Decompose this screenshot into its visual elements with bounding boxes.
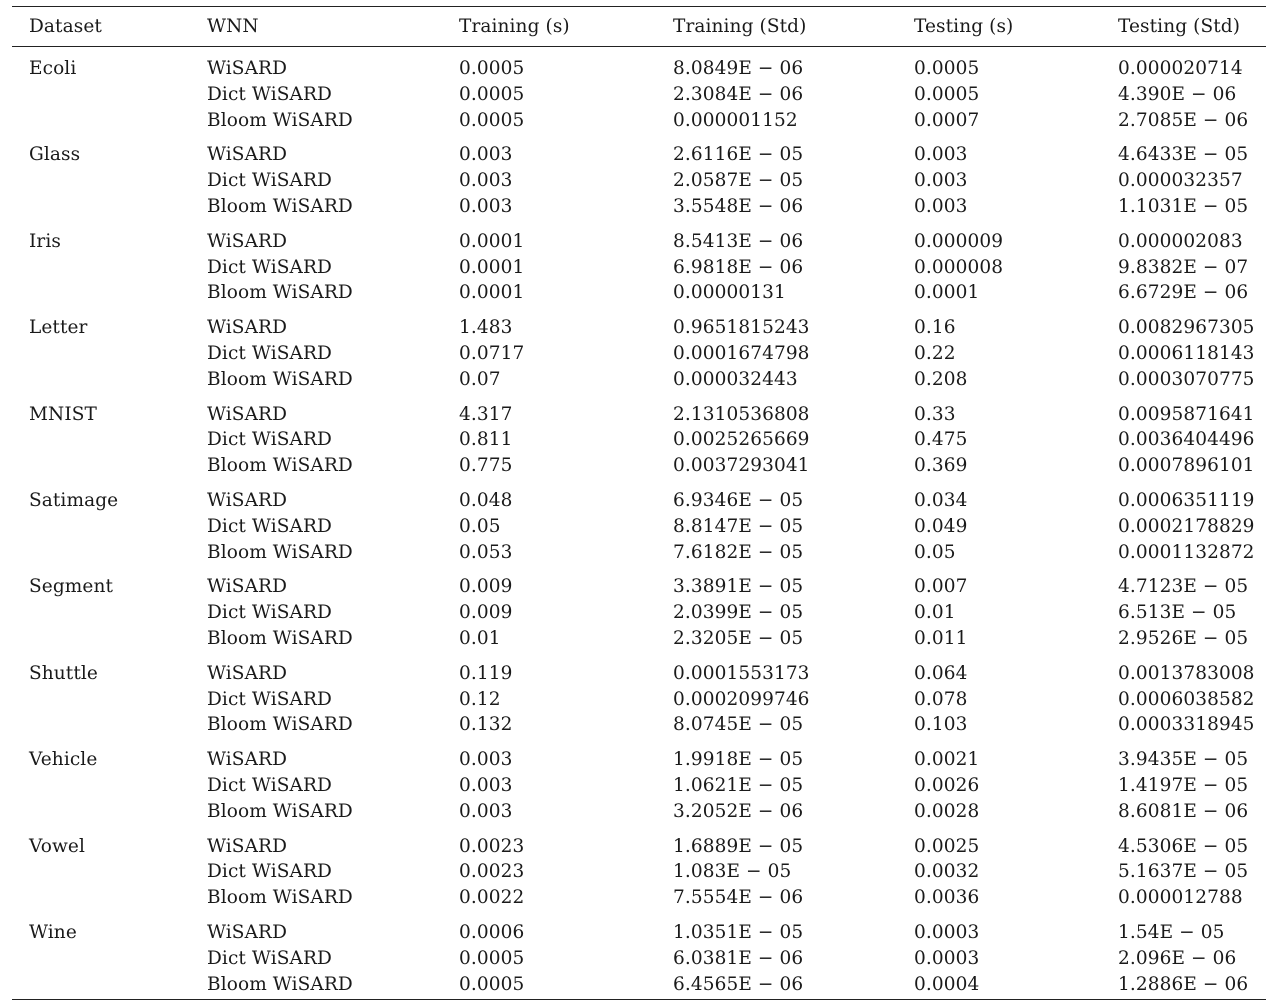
dataset-cell: Segment xyxy=(29,576,114,598)
wnn-cell: Dict WiSARD xyxy=(207,170,332,192)
testing-std-cell: 2.9526E − 05 xyxy=(1118,627,1249,649)
training-std-cell: 8.8147E − 05 xyxy=(673,515,804,537)
training-std-cell: 3.5548E − 06 xyxy=(673,195,804,217)
wnn-cell: WiSARD xyxy=(207,835,288,857)
testing-s-cell: 0.33 xyxy=(914,403,956,425)
training-s-cell: 0.003 xyxy=(459,195,513,217)
training-s-cell: 0.003 xyxy=(459,800,513,822)
wnn-cell: Dict WiSARD xyxy=(207,688,332,710)
table-row xyxy=(12,738,1266,773)
testing-s-cell: 0.000008 xyxy=(914,256,1004,278)
wnn-cell: WiSARD xyxy=(207,921,288,943)
table-row xyxy=(12,687,1266,713)
dataset-group xyxy=(12,220,1266,306)
testing-std-cell: 0.0013783008 xyxy=(1118,662,1255,684)
testing-s-cell: 0.0032 xyxy=(914,861,980,883)
testing-s-cell: 0.05 xyxy=(914,541,956,563)
testing-s-cell: 0.0025 xyxy=(914,835,980,857)
dataset-cell: Wine xyxy=(29,921,77,943)
table-row xyxy=(12,712,1266,738)
training-std-cell: 2.1310536808 xyxy=(673,403,810,425)
wnn-cell: Dict WiSARD xyxy=(207,774,332,796)
training-std-cell: 8.5413E − 06 xyxy=(673,230,804,252)
wnn-cell: WiSARD xyxy=(207,317,288,339)
dataset-group xyxy=(12,47,1266,134)
dataset-group xyxy=(12,565,1266,651)
testing-s-cell: 0.003 xyxy=(914,170,968,192)
testing-std-cell: 1.1031E − 05 xyxy=(1118,195,1249,217)
training-s-cell: 0.0005 xyxy=(459,83,525,105)
testing-s-cell: 0.034 xyxy=(914,489,968,511)
testing-s-cell: 0.049 xyxy=(914,515,968,537)
training-std-cell: 2.3205E − 05 xyxy=(673,627,804,649)
wnn-cell: WiSARD xyxy=(207,230,288,252)
testing-std-cell: 1.2886E − 06 xyxy=(1118,973,1249,995)
testing-std-cell: 0.0036404496 xyxy=(1118,429,1255,451)
header-training-s: Training (s) xyxy=(459,16,570,37)
dataset-cell: MNIST xyxy=(29,403,97,425)
testing-s-cell: 0.0004 xyxy=(914,973,980,995)
header-testing-std: Testing (Std) xyxy=(1118,16,1241,37)
training-std-cell: 0.000001152 xyxy=(673,109,798,131)
training-std-cell: 0.0037293041 xyxy=(673,455,810,477)
dataset-cell: Ecoli xyxy=(29,58,77,79)
table-row xyxy=(12,168,1266,194)
table-row xyxy=(12,82,1266,108)
table-row xyxy=(12,108,1266,134)
wnn-cell: WiSARD xyxy=(207,662,288,684)
wnn-cell: Bloom WiSARD xyxy=(207,973,353,995)
wnn-cell: Bloom WiSARD xyxy=(207,282,353,304)
dataset-group xyxy=(12,825,1266,911)
wnn-cell: WiSARD xyxy=(207,489,288,511)
wnn-cell: Bloom WiSARD xyxy=(207,714,353,736)
table-row xyxy=(12,453,1266,479)
training-s-cell: 0.132 xyxy=(459,714,513,736)
training-std-cell: 0.0025265669 xyxy=(673,429,810,451)
testing-std-cell: 9.8382E − 07 xyxy=(1118,256,1249,278)
testing-std-cell: 6.513E − 05 xyxy=(1118,602,1237,624)
wnn-cell: Dict WiSARD xyxy=(207,429,332,451)
results-table xyxy=(12,6,1266,1000)
training-std-cell: 2.0587E − 05 xyxy=(673,170,804,192)
testing-s-cell: 0.01 xyxy=(914,602,956,624)
testing-s-cell: 0.0005 xyxy=(914,83,980,105)
training-std-cell: 2.6116E − 05 xyxy=(673,144,804,166)
training-std-cell: 6.9346E − 05 xyxy=(673,489,804,511)
header-testing-s: Testing (s) xyxy=(914,16,1014,37)
training-s-cell: 0.003 xyxy=(459,144,513,166)
training-std-cell: 1.0351E − 05 xyxy=(673,921,804,943)
table-row xyxy=(12,652,1266,687)
training-s-cell: 0.0001 xyxy=(459,282,525,304)
testing-std-cell: 0.0006038582 xyxy=(1118,688,1255,710)
testing-s-cell: 0.0005 xyxy=(914,58,980,79)
table-header xyxy=(12,7,1266,47)
dataset-group xyxy=(12,738,1266,824)
dataset-group xyxy=(12,911,1266,1000)
wnn-cell: WiSARD xyxy=(207,144,288,166)
wnn-cell: Bloom WiSARD xyxy=(207,368,353,390)
training-std-cell: 3.2052E − 06 xyxy=(673,800,804,822)
dataset-cell: Shuttle xyxy=(29,662,98,684)
testing-s-cell: 0.0003 xyxy=(914,947,980,969)
table-row xyxy=(12,600,1266,626)
training-s-cell: 0.12 xyxy=(459,688,501,710)
training-s-cell: 0.07 xyxy=(459,368,501,390)
testing-std-cell: 4.7123E − 05 xyxy=(1118,576,1249,598)
testing-std-cell: 5.1637E − 05 xyxy=(1118,861,1249,883)
testing-s-cell: 0.103 xyxy=(914,714,968,736)
testing-std-cell: 0.0003318945 xyxy=(1118,714,1255,736)
training-std-cell: 7.5554E − 06 xyxy=(673,887,804,909)
testing-s-cell: 0.003 xyxy=(914,195,968,217)
table-row xyxy=(12,367,1266,393)
wnn-cell: Dict WiSARD xyxy=(207,861,332,883)
training-s-cell: 0.003 xyxy=(459,774,513,796)
testing-s-cell: 0.369 xyxy=(914,455,968,477)
training-std-cell: 0.0001553173 xyxy=(673,662,810,684)
training-std-cell: 6.9818E − 06 xyxy=(673,256,804,278)
testing-std-cell: 1.54E − 05 xyxy=(1118,921,1225,943)
training-s-cell: 1.483 xyxy=(459,317,513,339)
training-s-cell: 0.811 xyxy=(459,429,513,451)
wnn-cell: Dict WiSARD xyxy=(207,83,332,105)
testing-s-cell: 0.0036 xyxy=(914,887,980,909)
table-row xyxy=(12,47,1266,82)
table-row xyxy=(12,133,1266,168)
training-std-cell: 8.0745E − 05 xyxy=(673,714,804,736)
dataset-cell: Vowel xyxy=(29,835,85,857)
table-row xyxy=(12,859,1266,885)
training-std-cell: 3.3891E − 05 xyxy=(673,576,804,598)
header-dataset: Dataset xyxy=(29,16,102,37)
table-row xyxy=(12,972,1266,1000)
training-s-cell: 0.0022 xyxy=(459,887,525,909)
training-std-cell: 0.000032443 xyxy=(673,368,798,390)
wnn-cell: Dict WiSARD xyxy=(207,515,332,537)
testing-s-cell: 0.064 xyxy=(914,662,968,684)
table-row xyxy=(12,255,1266,281)
dataset-group xyxy=(12,479,1266,565)
training-s-cell: 0.0001 xyxy=(459,256,525,278)
testing-s-cell: 0.0021 xyxy=(914,749,980,771)
wnn-cell: Bloom WiSARD xyxy=(207,195,353,217)
testing-s-cell: 0.003 xyxy=(914,144,968,166)
testing-s-cell: 0.0003 xyxy=(914,921,980,943)
dataset-group xyxy=(12,393,1266,479)
training-std-cell: 2.3084E − 06 xyxy=(673,83,804,105)
table-row xyxy=(12,773,1266,799)
table-row xyxy=(12,911,1266,946)
training-s-cell: 0.01 xyxy=(459,627,501,649)
training-std-cell: 2.0399E − 05 xyxy=(673,602,804,624)
table-row xyxy=(12,393,1266,428)
table-row xyxy=(12,626,1266,652)
training-s-cell: 0.0006 xyxy=(459,921,525,943)
testing-std-cell: 0.000002083 xyxy=(1118,230,1243,252)
training-s-cell: 0.0023 xyxy=(459,861,525,883)
training-std-cell: 1.083E − 05 xyxy=(673,861,792,883)
table-row xyxy=(12,220,1266,255)
testing-std-cell: 2.7085E − 06 xyxy=(1118,109,1249,131)
training-std-cell: 1.0621E − 05 xyxy=(673,774,804,796)
dataset-group xyxy=(12,133,1266,219)
testing-std-cell: 0.0006118143 xyxy=(1118,342,1255,364)
training-s-cell: 0.0005 xyxy=(459,947,525,969)
training-s-cell: 0.775 xyxy=(459,455,513,477)
testing-s-cell: 0.011 xyxy=(914,627,968,649)
table-row xyxy=(12,341,1266,367)
table-row xyxy=(12,540,1266,566)
testing-s-cell: 0.0007 xyxy=(914,109,980,131)
wnn-cell: Bloom WiSARD xyxy=(207,627,353,649)
results-table-container xyxy=(12,6,1266,1000)
dataset-group xyxy=(12,652,1266,738)
wnn-cell: Dict WiSARD xyxy=(207,947,332,969)
testing-std-cell: 8.6081E − 06 xyxy=(1118,800,1249,822)
training-s-cell: 0.0005 xyxy=(459,973,525,995)
wnn-cell: Dict WiSARD xyxy=(207,256,332,278)
testing-std-cell: 2.096E − 06 xyxy=(1118,947,1237,969)
training-std-cell: 6.0381E − 06 xyxy=(673,947,804,969)
wnn-cell: WiSARD xyxy=(207,58,288,79)
testing-std-cell: 4.390E − 06 xyxy=(1118,83,1237,105)
table-row xyxy=(12,427,1266,453)
training-std-cell: 8.0849E − 06 xyxy=(673,58,804,79)
dataset-cell: Satimage xyxy=(29,489,119,511)
testing-s-cell: 0.000009 xyxy=(914,230,1004,252)
training-s-cell: 0.0023 xyxy=(459,835,525,857)
testing-std-cell: 0.0001132872 xyxy=(1118,541,1255,563)
training-std-cell: 0.9651815243 xyxy=(673,317,810,339)
wnn-cell: Bloom WiSARD xyxy=(207,887,353,909)
wnn-cell: Bloom WiSARD xyxy=(207,541,353,563)
table-row xyxy=(12,885,1266,911)
training-s-cell: 0.009 xyxy=(459,602,513,624)
training-std-cell: 1.9918E − 05 xyxy=(673,749,804,771)
training-std-cell: 1.6889E − 05 xyxy=(673,835,804,857)
testing-s-cell: 0.475 xyxy=(914,429,968,451)
training-s-cell: 4.317 xyxy=(459,403,513,425)
training-std-cell: 6.4565E − 06 xyxy=(673,973,804,995)
table-row xyxy=(12,799,1266,825)
wnn-cell: Dict WiSARD xyxy=(207,342,332,364)
training-s-cell: 0.0717 xyxy=(459,342,525,364)
testing-std-cell: 4.6433E − 05 xyxy=(1118,144,1249,166)
testing-s-cell: 0.0001 xyxy=(914,282,980,304)
training-s-cell: 0.003 xyxy=(459,170,513,192)
testing-std-cell: 3.9435E − 05 xyxy=(1118,749,1249,771)
testing-s-cell: 0.0026 xyxy=(914,774,980,796)
wnn-cell: Dict WiSARD xyxy=(207,602,332,624)
testing-std-cell: 0.0082967305 xyxy=(1118,317,1255,339)
table-row xyxy=(12,479,1266,514)
dataset-cell: Iris xyxy=(29,230,61,252)
testing-std-cell: 0.000012788 xyxy=(1118,887,1243,909)
wnn-cell: Bloom WiSARD xyxy=(207,455,353,477)
testing-std-cell: 0.0007896101 xyxy=(1118,455,1255,477)
table-row xyxy=(12,306,1266,341)
testing-std-cell: 6.6729E − 06 xyxy=(1118,282,1249,304)
training-std-cell: 0.00000131 xyxy=(673,282,786,304)
training-std-cell: 0.0001674798 xyxy=(673,342,810,364)
training-s-cell: 0.053 xyxy=(459,541,513,563)
training-s-cell: 0.048 xyxy=(459,489,513,511)
training-s-cell: 0.003 xyxy=(459,749,513,771)
testing-s-cell: 0.007 xyxy=(914,576,968,598)
testing-std-cell: 0.0003070775 xyxy=(1118,368,1255,390)
dataset-cell: Glass xyxy=(29,144,81,166)
table-row xyxy=(12,194,1266,220)
table-row xyxy=(12,514,1266,540)
testing-std-cell: 0.000020714 xyxy=(1118,58,1243,79)
table-row xyxy=(12,946,1266,972)
testing-s-cell: 0.22 xyxy=(914,342,956,364)
dataset-cell: Letter xyxy=(29,317,88,339)
dataset-cell: Vehicle xyxy=(29,749,98,771)
training-std-cell: 7.6182E − 05 xyxy=(673,541,804,563)
wnn-cell: Bloom WiSARD xyxy=(207,109,353,131)
testing-std-cell: 4.5306E − 05 xyxy=(1118,835,1249,857)
dataset-group xyxy=(12,306,1266,392)
wnn-cell: Bloom WiSARD xyxy=(207,800,353,822)
testing-std-cell: 0.0095871641 xyxy=(1118,403,1255,425)
wnn-cell: WiSARD xyxy=(207,576,288,598)
training-s-cell: 0.0001 xyxy=(459,230,525,252)
testing-s-cell: 0.078 xyxy=(914,688,968,710)
training-s-cell: 0.009 xyxy=(459,576,513,598)
testing-s-cell: 0.208 xyxy=(914,368,968,390)
training-s-cell: 0.0005 xyxy=(459,109,525,131)
header-row xyxy=(12,7,1266,47)
testing-std-cell: 0.0006351119 xyxy=(1118,489,1255,511)
testing-s-cell: 0.16 xyxy=(914,317,956,339)
training-s-cell: 0.119 xyxy=(459,662,513,684)
testing-s-cell: 0.0028 xyxy=(914,800,980,822)
testing-std-cell: 0.0002178829 xyxy=(1118,515,1255,537)
table-row xyxy=(12,565,1266,600)
table-row xyxy=(12,825,1266,860)
wnn-cell: WiSARD xyxy=(207,403,288,425)
training-s-cell: 0.05 xyxy=(459,515,501,537)
training-s-cell: 0.0005 xyxy=(459,58,525,79)
testing-std-cell: 1.4197E − 05 xyxy=(1118,774,1249,796)
testing-std-cell: 0.000032357 xyxy=(1118,170,1243,192)
wnn-cell: WiSARD xyxy=(207,749,288,771)
training-std-cell: 0.0002099746 xyxy=(673,688,810,710)
header-training-std: Training (Std) xyxy=(673,16,807,37)
table-row xyxy=(12,280,1266,306)
header-wnn: WNN xyxy=(207,16,259,37)
